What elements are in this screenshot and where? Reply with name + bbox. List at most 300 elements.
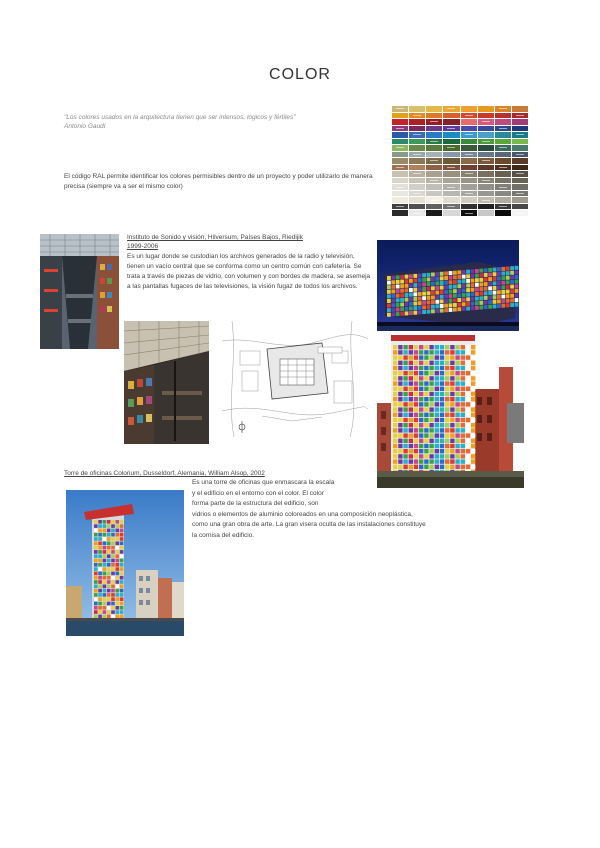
- ral-swatch: [512, 165, 528, 171]
- facade-panel: [515, 270, 519, 274]
- section1-heading-years: 1999-2006: [127, 242, 159, 250]
- facade-panel: [413, 306, 417, 310]
- facade-panel: [419, 413, 423, 417]
- facade-panel: [435, 465, 439, 469]
- section2-body-line: Es una torre de oficinas que enmascara la escala: [192, 479, 335, 486]
- facade-panel: [435, 459, 439, 463]
- facade-panel: [466, 361, 470, 365]
- facade-panel: [103, 524, 107, 528]
- facade-panel: [488, 300, 492, 304]
- facade-panel: [387, 285, 391, 289]
- facade-panel: [435, 428, 439, 432]
- ral-swatch: [512, 197, 528, 203]
- facade-panel: [116, 615, 120, 619]
- facade-panel: [475, 274, 479, 278]
- ral-swatch: [461, 178, 477, 184]
- facade-panel: [444, 294, 448, 298]
- section2-body: [192, 478, 492, 541]
- facade-panel: [501, 281, 505, 285]
- ral-swatch: [512, 184, 528, 190]
- section1-heading: [127, 234, 367, 251]
- facade-panel: [94, 542, 98, 546]
- facade-panel: [501, 290, 505, 294]
- facade-panel: [440, 361, 444, 365]
- facade-panel: [413, 288, 417, 292]
- facade-panel: [429, 428, 433, 432]
- facade-panel: [107, 567, 111, 571]
- facade-panel: [409, 345, 413, 349]
- facade-panel: [391, 303, 395, 307]
- facade-panel: [111, 563, 115, 567]
- facade-panel: [403, 418, 407, 422]
- facade-panel: [107, 580, 111, 584]
- facade-panel: [393, 433, 397, 437]
- facade-panel: [444, 271, 448, 275]
- facade-panel: [107, 597, 111, 601]
- facade-panel: [414, 355, 418, 359]
- ral-swatch: [392, 119, 408, 125]
- facade-panel: [419, 454, 423, 458]
- facade-panel: [453, 285, 457, 289]
- ral-swatch: [409, 178, 425, 184]
- facade-panel: [98, 554, 102, 558]
- facade-panel: [435, 272, 439, 276]
- facade-panel: [471, 465, 475, 469]
- facade-panel: [435, 454, 439, 458]
- facade-panel: [455, 387, 459, 391]
- facade-panel: [419, 428, 423, 432]
- facade-panel: [466, 371, 470, 375]
- facade-panel: [466, 387, 470, 391]
- ral-swatch: [426, 171, 442, 177]
- facade-panel: [450, 433, 454, 437]
- facade-panel: [506, 276, 510, 280]
- facade-panel: [440, 387, 444, 391]
- facade-panel: [409, 355, 413, 359]
- facade-panel: [431, 300, 435, 304]
- facade-panel: [427, 277, 431, 281]
- facade-panel: [455, 433, 459, 437]
- ral-swatch: [426, 184, 442, 190]
- ral-swatch: [461, 152, 477, 158]
- facade-panel: [107, 593, 111, 597]
- ral-swatch: [512, 178, 528, 184]
- ral-swatch: [478, 145, 494, 151]
- facade-panel: [424, 413, 428, 417]
- facade-panel: [393, 350, 397, 354]
- facade-panel: [111, 529, 115, 533]
- ral-swatch: [392, 191, 408, 197]
- facade-panel: [440, 376, 444, 380]
- ral-swatch: [443, 113, 459, 119]
- facade-panel: [427, 273, 431, 277]
- facade-panel: [419, 418, 423, 422]
- facade-panel: [461, 413, 465, 417]
- facade-panel: [440, 392, 444, 396]
- facade-panel: [98, 589, 102, 593]
- facade-panel: [466, 397, 470, 401]
- facade-panel: [424, 402, 428, 406]
- facade-panel: [462, 270, 466, 274]
- ral-swatch: [478, 132, 494, 138]
- facade-panel: [461, 454, 465, 458]
- facade-panel: [435, 397, 439, 401]
- facade-panel: [450, 407, 454, 411]
- facade-panel: [466, 288, 470, 292]
- ral-swatch: [426, 106, 442, 112]
- facade-panel: [418, 297, 422, 301]
- facade-panel: [450, 418, 454, 422]
- facade-panel: [455, 392, 459, 396]
- facade-panel: [94, 529, 98, 533]
- facade-panel: [455, 376, 459, 380]
- facade-panel: [98, 559, 102, 563]
- ral-swatch: [392, 132, 408, 138]
- facade-panel: [111, 554, 115, 558]
- ral-swatch: [392, 152, 408, 158]
- ral-swatch: [409, 132, 425, 138]
- facade-panel: [120, 606, 124, 610]
- facade-panel: [393, 355, 397, 359]
- facade-panel: [424, 407, 428, 411]
- facade-panel: [393, 366, 397, 370]
- facade-panel: [471, 407, 475, 411]
- facade-panel: [398, 433, 402, 437]
- facade-panel: [429, 355, 433, 359]
- facade-panel: [431, 309, 435, 313]
- facade-panel: [435, 423, 439, 427]
- facade-panel: [497, 276, 501, 280]
- facade-panel: [440, 381, 444, 385]
- facade-panel: [466, 302, 470, 306]
- facade-panel: [462, 307, 466, 311]
- facade-panel: [435, 418, 439, 422]
- facade-panel: [455, 428, 459, 432]
- facade-panel: [103, 585, 107, 589]
- facade-panel: [419, 433, 423, 437]
- facade-panel: [457, 270, 461, 274]
- facade-panel: [116, 606, 120, 610]
- facade-panel: [419, 407, 423, 411]
- facade-panel: [435, 376, 439, 380]
- facade-panel: [393, 454, 397, 458]
- ral-swatch: [461, 119, 477, 125]
- facade-panel: [120, 567, 124, 571]
- facade-panel: [396, 280, 400, 284]
- facade-panel: [409, 311, 413, 315]
- ral-swatch: [392, 165, 408, 171]
- ral-swatch: [409, 158, 425, 164]
- facade-panel: [471, 274, 475, 278]
- facade-panel: [398, 459, 402, 463]
- facade-panel: [493, 277, 497, 281]
- ral-swatch: [461, 132, 477, 138]
- facade-panel: [387, 290, 391, 294]
- facade-panel: [453, 308, 457, 312]
- facade-panel: [493, 286, 497, 290]
- facade-panel: [435, 300, 439, 304]
- facade-panel: [391, 308, 395, 312]
- facade-panel: [103, 606, 107, 610]
- facade-panel: [413, 297, 417, 301]
- ral-swatch: [443, 165, 459, 171]
- facade-panel: [424, 371, 428, 375]
- ral-swatch: [426, 145, 442, 151]
- facade-panel: [398, 465, 402, 469]
- facade-panel: [506, 280, 510, 284]
- facade-panel: [398, 454, 402, 458]
- ral-swatch: [478, 126, 494, 132]
- facade-panel: [396, 275, 400, 279]
- section2-body-line: forma parte de la estructura del edificio, son: [192, 500, 319, 507]
- facade-panel: [440, 355, 444, 359]
- facade-panel: [409, 366, 413, 370]
- facade-panel: [450, 366, 454, 370]
- facade-panel: [98, 585, 102, 589]
- facade-panel: [429, 397, 433, 401]
- facade-panel: [457, 280, 461, 284]
- facade-panel: [94, 589, 98, 593]
- facade-panel: [475, 301, 479, 305]
- facade-panel: [120, 529, 124, 533]
- facade-panel: [429, 392, 433, 396]
- ral-swatch: [512, 139, 528, 145]
- ral-swatch: [409, 171, 425, 177]
- facade-panel: [391, 289, 395, 293]
- facade-panel: [510, 271, 514, 275]
- ral-swatch: [409, 197, 425, 203]
- facade-panel: [429, 407, 433, 411]
- facade-panel: [445, 402, 449, 406]
- facade-panel: [409, 407, 413, 411]
- ral-swatch: [478, 158, 494, 164]
- facade-panel: [398, 350, 402, 354]
- facade-panel: [103, 589, 107, 593]
- facade-panel: [107, 542, 111, 546]
- ral-swatch: [512, 152, 528, 158]
- facade-panel: [461, 366, 465, 370]
- facade-panel: [455, 402, 459, 406]
- facade-panel: [450, 439, 454, 443]
- facade-panel: [461, 428, 465, 432]
- ral-swatch: [478, 178, 494, 184]
- facade-panel: [409, 293, 413, 297]
- facade-panel: [449, 290, 453, 294]
- facade-panel: [409, 371, 413, 375]
- facade-panel: [107, 610, 111, 614]
- facade-panel: [409, 279, 413, 283]
- ral-swatch: [426, 132, 442, 138]
- facade-panel: [418, 287, 422, 291]
- facade-panel: [418, 301, 422, 305]
- facade-panel: [510, 280, 514, 284]
- facade-panel: [461, 345, 465, 349]
- facade-panel: [400, 284, 404, 288]
- facade-panel: [466, 366, 470, 370]
- facade-panel: [455, 355, 459, 359]
- facade-panel: [405, 275, 409, 279]
- ral-swatch: [512, 126, 528, 132]
- facade-panel: [398, 407, 402, 411]
- facade-panel: [116, 559, 120, 563]
- facade-panel: [440, 272, 444, 276]
- facade-panel: [120, 589, 124, 593]
- ral-swatch: [426, 126, 442, 132]
- facade-panel: [403, 355, 407, 359]
- facade-panel: [471, 387, 475, 391]
- facade-panel: [466, 402, 470, 406]
- facade-panel: [424, 423, 428, 427]
- facade-panel: [471, 288, 475, 292]
- facade-panel: [461, 376, 465, 380]
- facade-panel: [445, 428, 449, 432]
- facade-panel: [493, 272, 497, 276]
- facade-panel: [440, 465, 444, 469]
- ral-swatch: [512, 119, 528, 125]
- ral-swatch: [426, 158, 442, 164]
- facade-panel: [419, 381, 423, 385]
- facade-panel: [515, 289, 519, 293]
- facade-panel: [414, 413, 418, 417]
- facade-panel: [107, 615, 111, 619]
- facade-panel: [116, 572, 120, 576]
- facade-panel: [398, 376, 402, 380]
- facade-panel: [471, 449, 475, 453]
- facade-panel: [461, 418, 465, 422]
- ral-swatch: [426, 139, 442, 145]
- ral-swatch: [461, 204, 477, 210]
- facade-panel: [450, 355, 454, 359]
- facade-panel: [440, 350, 444, 354]
- facade-panel: [440, 418, 444, 422]
- facade-panel: [475, 269, 479, 273]
- facade-panel: [387, 299, 391, 303]
- facade-panel: [510, 294, 514, 298]
- facade-panel: [391, 276, 395, 280]
- facade-panel: [440, 304, 444, 308]
- ral-swatch: [478, 152, 494, 158]
- facade-panel: [414, 439, 418, 443]
- facade-panel: [429, 402, 433, 406]
- facade-panel: [488, 291, 492, 295]
- facade-panel: [471, 423, 475, 427]
- ral-swatch: [461, 106, 477, 112]
- facade-panel: [424, 397, 428, 401]
- ral-swatch: [409, 113, 425, 119]
- facade-panel: [455, 465, 459, 469]
- facade-panel: [393, 371, 397, 375]
- facade-panel: [400, 289, 404, 293]
- facade-panel: [409, 459, 413, 463]
- facade-panel: [440, 433, 444, 437]
- facade-panel: [409, 361, 413, 365]
- facade-panel: [107, 563, 111, 567]
- facade-panel: [98, 550, 102, 554]
- facade-panel: [435, 281, 439, 285]
- facade-panel: [471, 418, 475, 422]
- facade-panel: [409, 302, 413, 306]
- ral-swatch: [443, 204, 459, 210]
- facade-panel: [427, 310, 431, 314]
- facade-panel: [409, 449, 413, 453]
- facade-panel: [450, 381, 454, 385]
- facade-panel: [103, 542, 107, 546]
- ral-swatch: [461, 139, 477, 145]
- ral-swatch: [409, 126, 425, 132]
- facade-panel: [393, 361, 397, 365]
- facade-panel: [488, 286, 492, 290]
- ral-swatch: [409, 184, 425, 190]
- facade-panel: [479, 296, 483, 300]
- ral-swatch: [495, 171, 511, 177]
- facade-panel: [515, 293, 519, 297]
- ral-swatch: [495, 106, 511, 112]
- facade-panel: [455, 407, 459, 411]
- facade-panel: [393, 397, 397, 401]
- ral-swatch: [495, 197, 511, 203]
- facade-panel: [103, 610, 107, 614]
- facade-panel: [103, 554, 107, 558]
- ral-swatch: [426, 204, 442, 210]
- facade-panel: [393, 439, 397, 443]
- facade-panel: [455, 371, 459, 375]
- facade-panel: [445, 433, 449, 437]
- facade-panel: [120, 563, 124, 567]
- facade-panel: [435, 444, 439, 448]
- facade-panel: [111, 580, 115, 584]
- facade-panel: [418, 274, 422, 278]
- facade-panel: [488, 305, 492, 309]
- facade-panel: [466, 284, 470, 288]
- ral-swatch: [426, 178, 442, 184]
- ral-swatch: [392, 184, 408, 190]
- facade-panel: [484, 287, 488, 291]
- facade-panel: [116, 585, 120, 589]
- facade-panel: [94, 567, 98, 571]
- facade-panel: [440, 413, 444, 417]
- ral-swatch: [409, 106, 425, 112]
- facade-panel: [455, 423, 459, 427]
- ral-swatch: [426, 165, 442, 171]
- facade-panel: [429, 376, 433, 380]
- facade-panel: [414, 387, 418, 391]
- facade-panel: [435, 295, 439, 299]
- facade-panel: [107, 533, 111, 537]
- facade-panel: [422, 301, 426, 305]
- facade-panel: [471, 402, 475, 406]
- facade-panel: [493, 295, 497, 299]
- facade-panel: [419, 355, 423, 359]
- facade-panel: [94, 593, 98, 597]
- facade-panel: [120, 585, 124, 589]
- facade-panel: [403, 387, 407, 391]
- ral-swatch: [478, 191, 494, 197]
- facade-panel: [497, 304, 501, 308]
- ral-swatch: [443, 126, 459, 132]
- facade-panel: [445, 350, 449, 354]
- facade-panel: [422, 278, 426, 282]
- ral-swatch: [443, 119, 459, 125]
- facade-panel: [429, 345, 433, 349]
- facade-panel: [440, 402, 444, 406]
- facade-panel: [471, 381, 475, 385]
- facade-panel: [409, 402, 413, 406]
- ral-swatch: [495, 210, 511, 216]
- facade-panel: [120, 542, 124, 546]
- facade-panel: [409, 306, 413, 310]
- facade-panel: [94, 559, 98, 563]
- facade-panel: [98, 529, 102, 533]
